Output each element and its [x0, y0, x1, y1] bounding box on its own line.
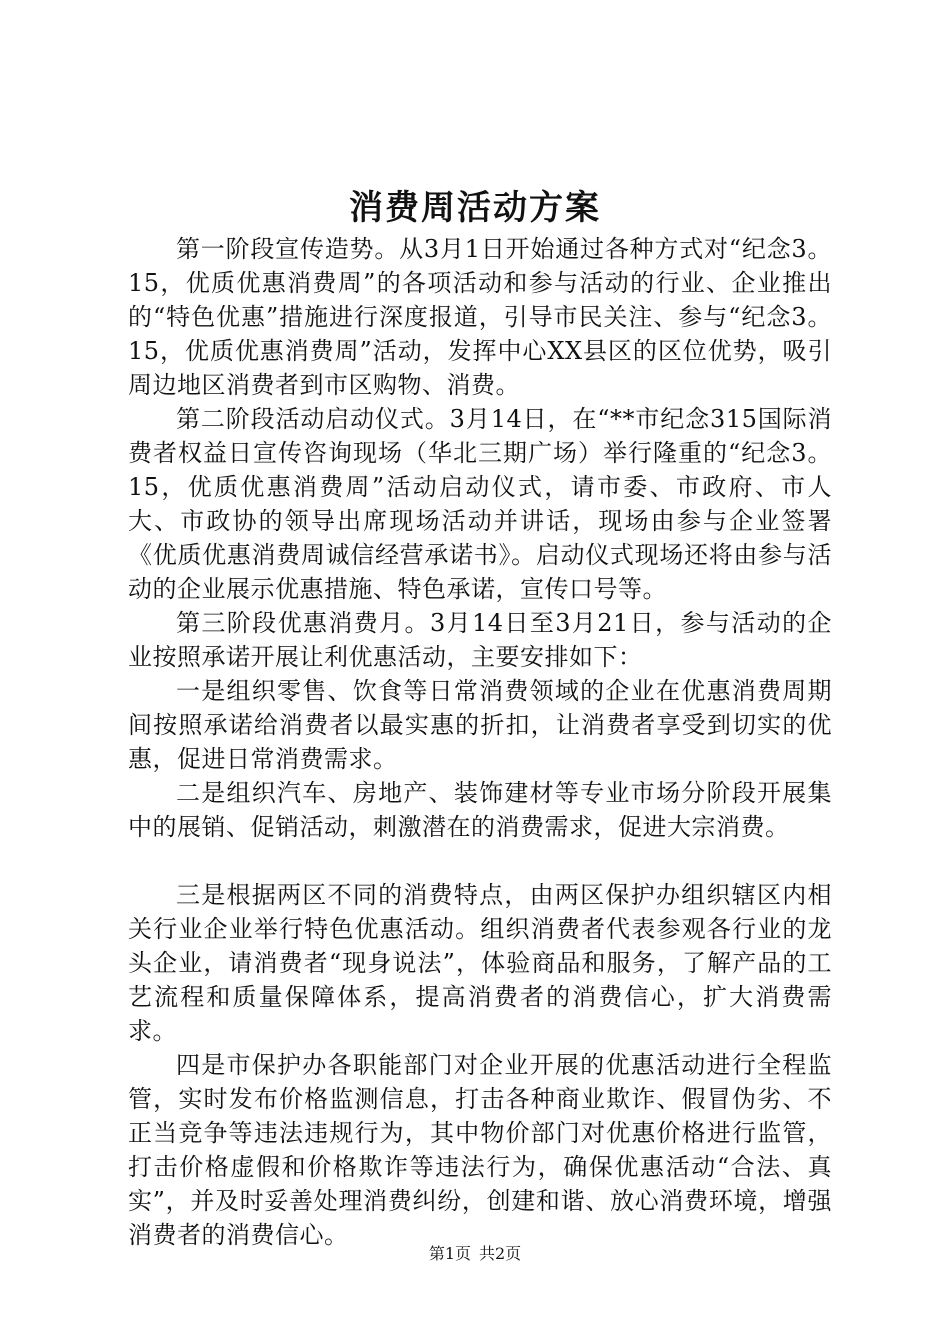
paragraph-item-three: 三是根据两区不同的消费特点，由两区保护办组织辖区内相关行业企业举行特色优惠活动。组织消费者代表参观各行业的龙头企业，请消费者“现身说法”，体验商品和服务，了解产品的工艺流程和质量保障体系，提高消费者的消费信心，扩大消费需求。: [128, 881, 832, 1045]
paragraph-stage-three: 第三阶段优惠消费月。3月14日至3月21日，参与活动的企业按照承诺开展让利优惠活动，主要安排如下：: [128, 609, 832, 671]
paragraph-stage-two: 第二阶段活动启动仪式。3月14日，在“**市纪念315国际消费者权益日宣传咨询现场（华北三期广场）举行隆重的“纪念3。15，优质优惠消费周”活动启动仪式，请市委、市政府、市人大、市政协的领导出席现场活动并讲话，现场由参与企业签署《优质优惠消费周诚信经营承诺书》。启动仪式现场还将由参与活动的企业展示优惠措施、特色承诺，宣传口号等。: [128, 405, 832, 603]
paragraph-item-four: 四是市保护办各职能部门对企业开展的优惠活动进行全程监管，实时发布价格监测信息，打击各种商业欺诈、假冒伪劣、不正当竞争等违法违规行为，其中物价部门对优惠价格进行监管，打击价格虚假和价格欺诈等违法行为，确保优惠活动“合法、真实”，并及时妥善处理消费纠纷，创建和谐、放心消费环境，增强消费者的消费信心。: [128, 1051, 832, 1249]
page-footer: [0, 1243, 950, 1265]
document-title: 消费周活动方案: [349, 188, 601, 228]
document-body: [128, 232, 832, 1252]
page-total: 共2页: [479, 1244, 522, 1263]
page-number: 第1页: [428, 1244, 471, 1263]
paragraph-item-two: 二是组织汽车、房地产、装饰建材等专业市场分阶段开展集中的展销、促销活动，刺激潜在的消费需求，促进大宗消费。: [128, 779, 832, 841]
paragraph-item-one: 一是组织零售、饮食等日常消费领域的企业在优惠消费周期间按照承诺给消费者以最实惠的折扣，让消费者享受到切实的优惠，促进日常消费需求。: [128, 677, 832, 773]
paragraph-stage-one: 第一阶段宣传造势。从3月1日开始通过各种方式对“纪念3。15，优质优惠消费周”的各项活动和参与活动的行业、企业推出的“特色优惠”措施进行深度报道，引导市民关注、参与“纪念3。15，优质优惠消费周”活动，发挥中心XX县区的区位优势，吸引周边地区消费者到市区购物、消费。: [128, 235, 832, 399]
